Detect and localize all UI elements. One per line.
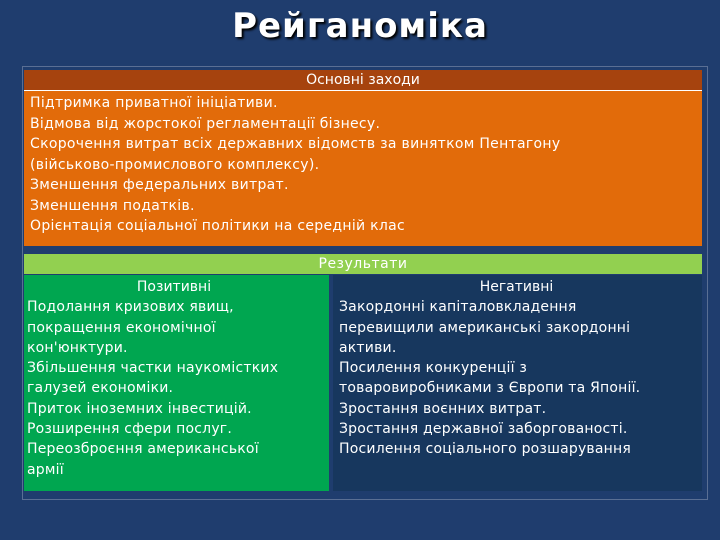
measures-list (24, 91, 702, 246)
positive-item: Переозброєння американської (27, 441, 259, 458)
negative-item: Зростання державної заборгованості. (339, 421, 628, 438)
results-header: Результати (24, 254, 702, 274)
positive-results-column (24, 275, 329, 491)
positive-header: Позитивні (136, 279, 212, 295)
measure-item: Зменшення податків. (30, 197, 195, 214)
positive-item: Подолання кризових явищ, (27, 299, 234, 316)
positive-item: Приток іноземних інвестицій. (27, 400, 252, 417)
negative-item: Посилення соціального розшарування (339, 441, 631, 458)
slide-title: Рейганоміка (232, 6, 488, 46)
measure-item: Підтримка приватної ініціативи. (30, 95, 278, 111)
positive-item: армії (27, 461, 64, 478)
positive-item: Збільшення частки наукомістких (27, 360, 279, 377)
measures-header: Основні заходи (24, 70, 702, 91)
negative-item: Зростання воєнних витрат. (339, 400, 547, 417)
negative-item: товаровиробниками з Європи та Японії. (339, 380, 641, 397)
measure-item: Зменшення федеральних витрат. (30, 177, 289, 193)
negative-results-column (333, 275, 702, 491)
negative-item: активи. (339, 339, 397, 356)
measure-item: Скорочення витрат всіх державних відомств за винятком Пентагону (30, 136, 561, 152)
positive-item: покращення економічної (27, 319, 216, 336)
positive-item: кон'юнктури. (27, 339, 128, 356)
negative-header: Негативні (479, 279, 554, 295)
positive-item: Розширення сфери послуг. (27, 421, 233, 438)
measure-item: Орієнтація соціальної політики на середній клас (30, 218, 406, 234)
negative-item: Посилення конкуренції з (339, 360, 528, 377)
negative-item: Закордонні капіталовкладення (339, 299, 577, 316)
measure-item: Відмова від жорстокої регламентації бізнесу. (30, 115, 381, 132)
positive-item: галузей економіки. (27, 380, 174, 397)
negative-item: перевищили американські закордонні (339, 319, 631, 336)
measure-item: (військово-промислового комплексу). (30, 156, 320, 173)
